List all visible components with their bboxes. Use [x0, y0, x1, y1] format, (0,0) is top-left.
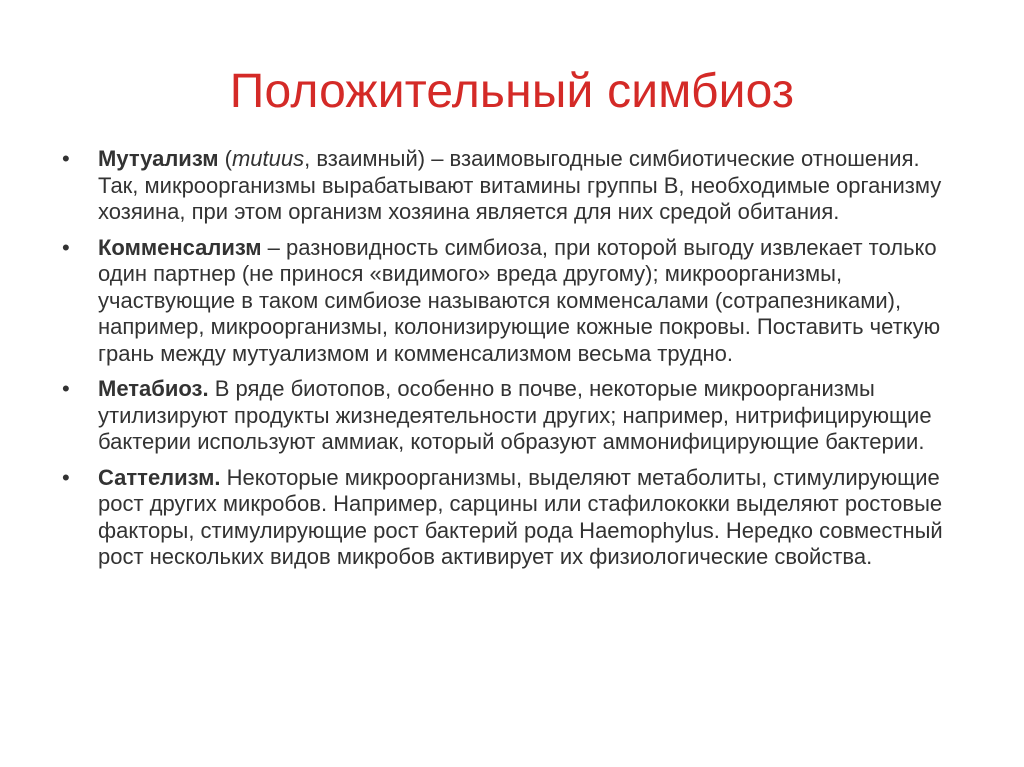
bullet-icon: •	[62, 146, 70, 171]
latin-term: mutuus	[231, 146, 305, 171]
item-text-open-paren: (	[218, 146, 232, 171]
list-item-satellitism	[62, 465, 962, 571]
item-text-mutualism: , взаимный) – взаимовыгодные симбиотические отношения. Так, микроорганизмы вырабатывают витамины группы В, необходимые организму хозяина, при этом организм хозяина является для них средой обитания.	[98, 146, 942, 224]
list-item-mutualism	[62, 146, 962, 226]
slide-title: Положительный симбиоз	[229, 65, 795, 118]
list-item-commensalism	[62, 235, 962, 368]
item-text-metabiosis: В ряде биотопов, особенно в почве, некоторые микроорганизмы утилизируют продукты жизнедеятельности других; например, нитрифицирующие бактерии используют аммиак, который образуют аммонифицирующие бактерии.	[98, 376, 932, 454]
item-text-commensalism: – разновидность симбиоза, при которой выгоду извлекает только один партнер (не принося «видимого» вреда другому); микроорганизмы, участвующие в таком симбиозе называются комменсалами (сотрапезниками), например, микроорганизмы, колонизирующие кожные покровы. Поставить четкую грань между мутуализмом и комменсализмом весьма трудно.	[98, 234, 941, 366]
bullet-icon: •	[62, 234, 70, 260]
term-metabiosis: Метабиоз.	[98, 376, 209, 401]
term-commensalism: Комменсализм	[98, 234, 262, 260]
term-mutualism: Мутуализм	[98, 146, 219, 171]
bullet-icon: •	[62, 464, 70, 490]
bullet-icon: •	[62, 376, 70, 401]
term-satellitism: Саттелизм.	[98, 464, 221, 490]
bullet-list	[62, 146, 962, 580]
item-text-satellitism: Некоторые микроорганизмы, выделяют метаболиты, стимулирующие рост других микробов. Например, сарцины или стафилококки выделяют ростовые факторы, стимулирующие рост бактерий рода Haemophylus. Нередко совместный рост нескольких видов микробов активирует их физиологические свойства.	[98, 464, 943, 569]
list-item-metabiosis	[62, 376, 962, 456]
